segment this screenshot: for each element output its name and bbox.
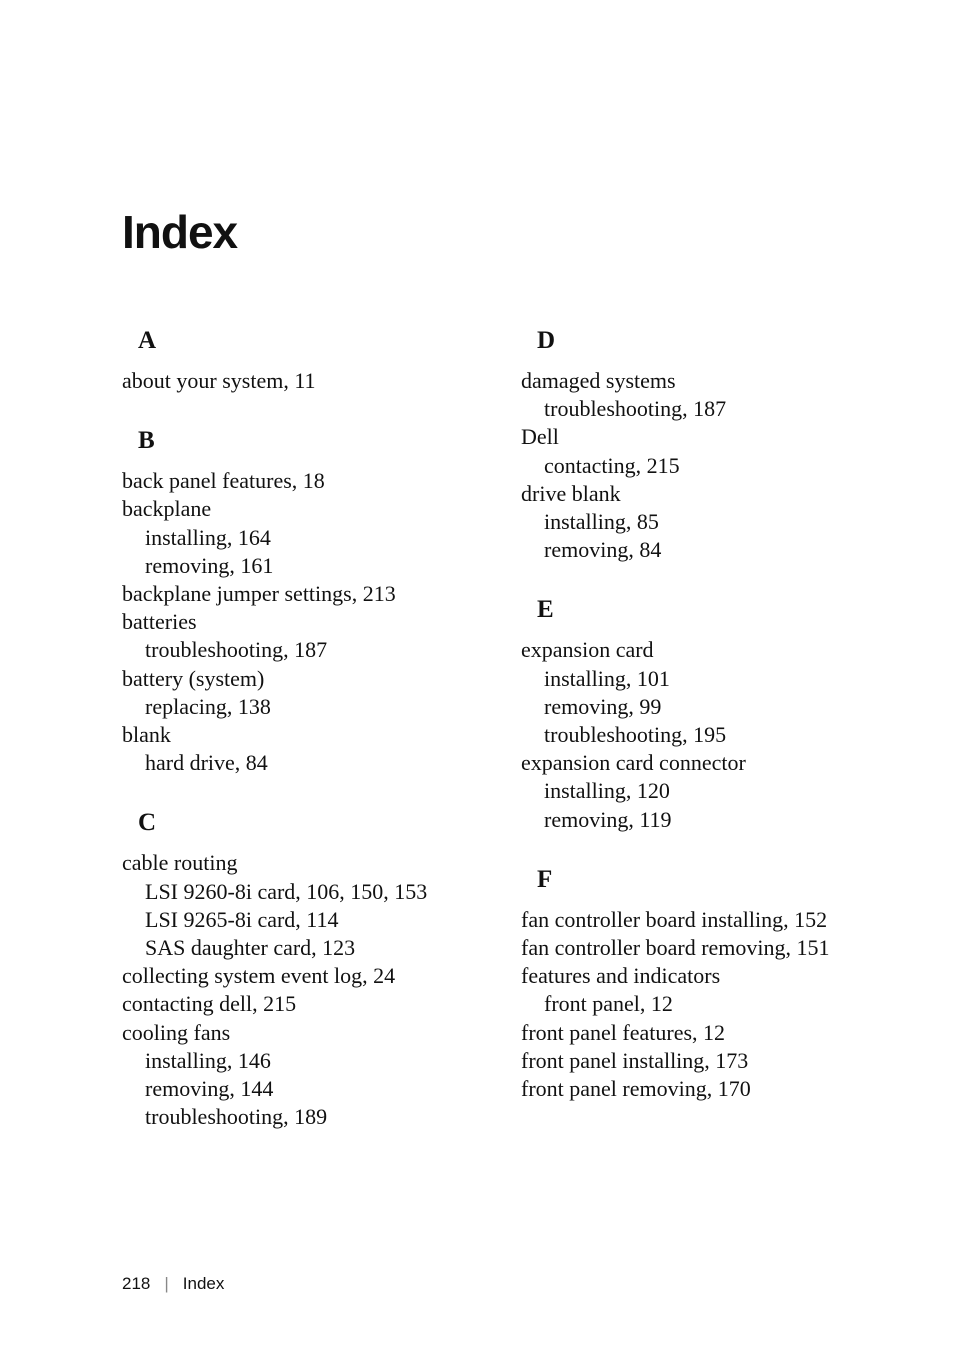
index-entry: features and indicators [521,963,721,989]
index-subentry: SAS daughter card, 123 [145,935,356,961]
index-section-c [122,805,462,1131]
index-subentry: removing, 144 [145,1076,274,1102]
index-subentry: installing, 120 [544,778,670,804]
footer-section-title: Index [182,1274,225,1293]
index-entry: battery (system) [122,665,265,691]
index-subentry: troubleshooting, 187 [544,396,727,422]
index-entry: cable routing [122,850,238,876]
section-letter: C [138,809,157,837]
index-entry: blank [122,722,171,748]
index-entry: about your system, 11 [122,368,316,393]
index-subentry: removing, 161 [145,552,274,578]
section-letter: B [138,427,155,455]
index-subentry: replacing, 138 [145,693,271,719]
index-subentry: LSI 9265-8i card, 114 [145,906,339,932]
section-letter: A [138,327,157,354]
index-entry: expansion card connector [521,750,746,776]
index-entry: cooling fans [122,1019,231,1045]
index-subentry: front panel, 12 [544,991,673,1017]
index-subentry: removing, 119 [544,806,672,832]
index-entry: back panel features, 18 [122,468,325,494]
index-subentry: removing, 84 [544,537,662,563]
index-subentry: removing, 99 [544,693,662,719]
index-subentry: troubleshooting, 187 [145,637,328,663]
index-subentry: contacting, 215 [544,452,680,478]
index-entry: front panel features, 12 [521,1019,726,1045]
index-entry: fan controller board removing, 151 [521,935,830,961]
index-subentry: installing, 146 [145,1047,271,1073]
index-subentry: hard drive, 84 [145,750,268,776]
index-section-f [521,862,831,1103]
page-footer [122,1272,224,1296]
index-subentry: troubleshooting, 195 [544,722,727,748]
index-entry: collecting system event log, 24 [122,963,396,989]
index-column-left [122,323,462,1131]
index-section-a [122,323,462,395]
index-column-right [521,323,831,1103]
index-section-e [521,592,831,833]
section-letter: E [537,596,554,624]
footer-separator: | [164,1274,169,1293]
section-letter: D [537,327,556,354]
index-entry: Dell [521,424,559,450]
index-entry: batteries [122,609,197,635]
index-subentry: installing, 164 [145,524,271,550]
section-letter: F [537,865,553,893]
index-subentry: installing, 101 [544,665,670,691]
index-entry: backplane jumper settings, 213 [122,581,396,607]
index-entry: fan controller board installing, 152 [521,906,828,932]
index-entry: backplane [122,496,212,522]
index-entry: expansion card [521,637,654,663]
index-section-d [521,323,831,564]
index-subentry: troubleshooting, 189 [145,1104,328,1130]
index-entry: contacting dell, 215 [122,991,297,1017]
page-title: Index [122,206,238,258]
index-entry: damaged systems [521,368,676,393]
index-subentry: LSI 9260-8i card, 106, 150, 153 [145,878,428,904]
index-entry: drive blank [521,480,621,506]
index-entry: front panel installing, 173 [521,1047,749,1073]
index-section-b [122,423,462,777]
index-entry: front panel removing, 170 [521,1076,751,1102]
page-number: 218 [122,1274,151,1293]
index-subentry: installing, 85 [544,509,659,535]
